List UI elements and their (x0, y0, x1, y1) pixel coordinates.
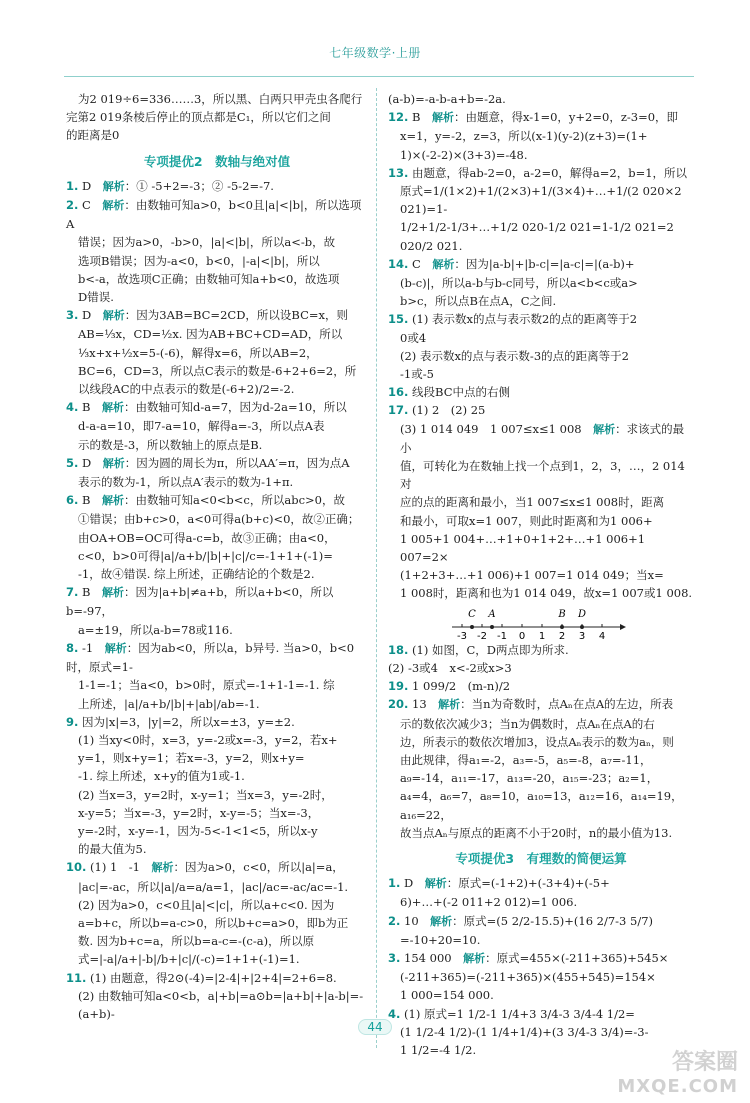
answer-text: (2) 表示数x的点与表示数-3的点的距离等于2 (400, 348, 629, 363)
answer-text: 示的数依次减少3；当n为偶数时，点Aₙ在点A的右 (400, 716, 655, 731)
answer-text: 选项B错误；因为-a<0，b<0，|-a|<|b|，所以 (78, 253, 320, 268)
answer-line (388, 108, 694, 127)
answer-text: (2) 由数轴可知a<0<b，a|+b|=a⊙b=|a+b|+|a-b|=-(a+b)- (78, 988, 364, 1021)
answer-line (388, 968, 694, 986)
answer-text: x=1，y=-2，z=3，所以(x-1)(y-2)(z+3)=(1+ (400, 129, 648, 144)
number-line-tick-label: -2 (477, 630, 487, 641)
answer-line (66, 398, 368, 417)
answer-line (388, 255, 694, 274)
answer-line (66, 288, 368, 306)
analysis-label: 解析 (101, 401, 124, 415)
intro-paragraph (66, 90, 368, 145)
answer-text: (2) 因为a>0，c<0且|a|<|c|，所以a+c<0. 因为 (78, 897, 335, 912)
item-number: 1. (66, 178, 79, 193)
answer-line (66, 233, 368, 251)
answer-text: AB=⅓x，CD=½x. 因为AB+BC+CD=AD，所以 (78, 327, 343, 342)
answer-line (388, 677, 694, 695)
answer-text: D (404, 876, 425, 891)
answer-text: BC=6，CD=3，所以点C表示的数是-6+2+6=2，所 (78, 363, 357, 378)
answer-item (388, 949, 694, 1005)
answer-line (66, 344, 368, 362)
answer-line (388, 874, 694, 893)
answer-text: (1) 表示数x的点与表示数2的点的距离等于2 (412, 312, 638, 327)
answer-line (66, 621, 368, 639)
answer-line (66, 822, 368, 840)
answer-item (66, 491, 368, 583)
answer-text: 1/2+1/2-1/3+…+1/2 020-1/2 021=1-1/2 021=2 020/2 021. (400, 220, 674, 253)
answer-text: -1或-5 (400, 367, 434, 382)
answer-line (388, 329, 694, 347)
item-number: 11. (66, 970, 87, 985)
answer-line (388, 365, 694, 383)
analysis-label: 解析 (101, 586, 124, 600)
item-number: 15. (388, 312, 409, 327)
answer-item (66, 969, 368, 1024)
answer-item (66, 639, 368, 713)
answer-line (388, 751, 694, 769)
answer-line (388, 769, 694, 787)
answer-item (388, 401, 694, 602)
answer-line (66, 840, 368, 858)
item-number: 5. (66, 455, 79, 470)
answer-text: y=-2时，x-y=-1，因为-5<-1<1<5，所以x-y (78, 823, 318, 838)
analysis-label: 解析 (102, 179, 125, 193)
answer-text: B (82, 585, 102, 600)
answer-text: (-211+365)=(-211+365)×(455+545)=154× (400, 970, 656, 985)
answer-text: |ac|=-ac，所以|a|/a=a/a=1，|ac|/ac=-ac/ac=-1. (78, 879, 349, 894)
answer-item (388, 108, 694, 164)
item-number: 10. (66, 860, 87, 875)
answer-text: 线段BC中点的右侧 (412, 385, 510, 400)
answer-line (66, 767, 368, 785)
answer-text: (b-c)|，所以a-b与b-c同号，所以a<b<c或a> (400, 276, 638, 291)
answer-text: a₄=4，a₆=7，a₈=10，a₁₀=13，a₁₂=16，a₁₄=19，a₁₆=22， (400, 789, 683, 822)
answer-line (66, 306, 368, 325)
answer-line (66, 932, 368, 950)
answer-text: 值，可转化为在数轴上找一个点到1，2，3，…，2 014对 (400, 459, 685, 492)
answer-item (66, 398, 368, 454)
answer-line (388, 641, 694, 659)
answer-item (388, 695, 694, 842)
answer-text: =-10+20=10. (400, 932, 481, 947)
answer-item (388, 912, 694, 949)
answer-line (388, 164, 694, 182)
answer-line (388, 659, 694, 677)
item-number: 6. (66, 493, 79, 508)
number-line-tick-label: 2 (558, 630, 566, 641)
answer-text: d-a-a=10，即7-a=10，解得a=-3，所以点A表 (78, 419, 325, 434)
number-line-point (580, 625, 584, 629)
analysis-label: 解析 (424, 877, 447, 891)
answer-line (388, 347, 694, 365)
item-number: 16. (388, 385, 409, 400)
item-number: 4. (66, 400, 79, 415)
answer-item (66, 713, 368, 859)
number-line-tick-label: 0 (518, 630, 526, 641)
answer-text: D错误. (78, 290, 114, 305)
answer-text: (a-b)=-a-b-a+b=-2a. (388, 92, 506, 106)
answer-text: C (82, 198, 103, 213)
answer-line (388, 401, 694, 419)
item-number: 13. (388, 165, 409, 180)
answer-line (388, 733, 694, 751)
answer-text: b<-a，故选项C正确；由数轴可知a+b<0，故选项 (78, 271, 340, 286)
answer-text: 1)×(-2-2)×(3+3)=-48. (400, 147, 528, 162)
answer-item (66, 454, 368, 491)
answer-line (66, 695, 368, 713)
answer-line (388, 512, 694, 530)
answer-line (388, 893, 694, 911)
answer-text: 表示的数为-1，所以点A′表示的数为-1+π. (78, 475, 294, 490)
answer-text: y=1，则x+y=1；若x=-3，y=2，则x+y= (78, 751, 305, 766)
answer-item (66, 583, 368, 639)
analysis-label: 解析 (593, 422, 616, 436)
answer-text: 1-1=-1；当a<0，b>0时，原式=-1+1-1=-1. 综 (78, 678, 335, 693)
answer-item (388, 310, 694, 383)
answer-line (388, 457, 694, 493)
answer-line (66, 583, 368, 620)
item-number: 17. (388, 403, 409, 418)
analysis-label: 解析 (431, 111, 454, 125)
answer-line (66, 804, 368, 822)
number-line-tick-label: 4 (598, 630, 606, 641)
answer-text: (1) 如图，C，D两点即为所求. (412, 642, 569, 657)
answer-text: 以线段AC的中点表示的数是(-6+2)/2=-2. (78, 382, 295, 397)
analysis-label: 解析 (102, 199, 125, 213)
answer-line (388, 310, 694, 328)
intro-line: 完第2 019条棱后停止的顶点都是C₁，所以它们之间 (66, 110, 331, 125)
answer-item (388, 874, 694, 911)
answer-line (66, 417, 368, 435)
watermark-url: MXQE.COM (617, 1076, 738, 1097)
answer-text: (3) 1 014 049 1 007≤x≤1 008 (400, 421, 594, 436)
header-title: 七年级数学·上册 (329, 46, 421, 60)
answer-text: 10 (404, 913, 431, 928)
answer-line (66, 252, 368, 270)
item-number: 1. (388, 876, 401, 891)
answer-item (66, 177, 368, 196)
answer-text: 式=|-a|/a+|-b|/b+|c|/(-c)=1+1+(-1)=1. (78, 952, 300, 967)
answer-line (66, 510, 368, 528)
number-line-point-label: D (577, 608, 587, 620)
answer-text: x-y=5；当x=-3，y=2时，x-y=-5；当x=-3， (78, 805, 320, 820)
answer-item (388, 90, 694, 108)
answer-text: ：原式=455×(-211+365)+545× (485, 950, 669, 965)
analysis-label: 解析 (151, 861, 174, 875)
answer-text: ：因为|a+b|≠a+b，所以a+b<0，所以b=-97， (66, 585, 334, 619)
answer-text: 原式=1/(1×2)+1/(2×3)+1/(3×4)+…+1/(2 020×2 021)=1- (400, 184, 682, 217)
item-number: 19. (388, 679, 409, 694)
item-number: 2. (388, 913, 401, 928)
answer-item (66, 858, 368, 968)
left-column (66, 90, 368, 1023)
answer-text: a=b+c，所以b=a-c>0，所以b+c=a>0，即b为正 (78, 915, 349, 930)
page-number: 44 (358, 1019, 391, 1035)
answer-text: 0或4 (400, 330, 427, 345)
page-footer (0, 1016, 750, 1035)
answer-line (66, 270, 368, 288)
item-number: 2. (66, 198, 79, 213)
answer-line (66, 177, 368, 196)
answer-line (388, 182, 694, 218)
answer-text: (1) 由题意，得2⊙(-4)=|2-4|+|2+4|=2+6=8. (90, 970, 337, 985)
number-line-arrow (620, 624, 626, 630)
page-header (0, 0, 750, 95)
answer-text: 上所述，|a|/a+b/|b|+|ab|/ab=-1. (78, 696, 260, 711)
header-rule (64, 76, 694, 77)
answer-line (388, 218, 694, 254)
answer-line (388, 90, 694, 108)
section-title: 专项提优2 数轴与绝对值 (143, 153, 291, 169)
answer-text: -1. 综上所述，x+y的值为1或-1. (78, 769, 245, 784)
answer-text: (1) 当xy<0时，x=3，y=-2或x=-3，y=2，若x+ (78, 732, 338, 747)
answer-line (388, 530, 694, 566)
item-number: 12. (388, 110, 409, 125)
answer-item (388, 383, 694, 401)
intro-line: 的距离是0 (66, 128, 120, 143)
answer-text: 154 000 (404, 950, 464, 965)
answer-text: 由题意，得ab-2=0，a-2=0，解得a=2，b=1，所以 (412, 165, 688, 180)
item-number: 7. (66, 585, 79, 600)
answer-text: ⅓x+x+½x=5-(-6)，解得x=6，所以AB=2， (78, 345, 318, 360)
section-title: 专项提优3 有理数的简便运算 (455, 850, 627, 866)
answer-text: 13 (412, 697, 439, 712)
answer-text: (1) 2 (2) 25 (412, 403, 486, 418)
answer-text: ：原式=(-1+2)+(-3+4)+(-5+ (446, 876, 610, 891)
answer-line (66, 529, 368, 547)
item-number: 3. (388, 950, 401, 965)
analysis-label: 解析 (102, 456, 125, 470)
answer-text: 1 099/2 (m-n)/2 (412, 679, 511, 694)
answer-item (388, 255, 694, 311)
answer-line (66, 491, 368, 510)
answer-text: ：由数轴可知a>0，b<0且|a|<|b|，所以选项A (66, 198, 362, 232)
answer-text: 和最小，可取x=1 007，则此时距离和为1 006+ (400, 513, 653, 528)
answer-text: (1 1/2-4 1/2)-(1 1/4+1/4)+(3 3/4-3 3/4)=-3- (400, 1024, 649, 1039)
answer-line (388, 127, 694, 145)
answer-text: ：因为ab<0，所以a，b异号. 当a>0，b<0时，原式=1- (66, 640, 355, 675)
answer-item (388, 659, 694, 677)
answer-list (388, 641, 694, 842)
answer-line (388, 383, 694, 401)
answer-text: 1 005+1 004+…+1+0+1+2+…+1 006+1 007=2× (400, 531, 646, 565)
watermark-text: 答案圈 (671, 1050, 738, 1075)
answer-text: 边，所表示的数依次增加3，设点Aₙ表示的数为aₙ，则 (400, 734, 674, 749)
answer-line (66, 878, 368, 896)
answer-text: 1 000=154 000. (400, 988, 494, 1003)
number-line-point (560, 625, 564, 629)
column-divider (376, 88, 377, 1048)
right-column (388, 90, 694, 1059)
answer-text: B (82, 400, 102, 415)
answer-line (388, 824, 694, 842)
answer-text: (1+2+3+…+1 006)+1 007=1 014 049；当x= (400, 568, 664, 583)
number-line-point-label: C (468, 608, 476, 620)
analysis-label: 解析 (430, 914, 453, 928)
answer-text: 由OA+OB=OC可得a-c=b，故③正确；由a<0， (78, 530, 336, 545)
answer-line (66, 749, 368, 767)
answer-line (66, 565, 368, 583)
answer-line (388, 274, 694, 292)
answer-line (388, 695, 694, 714)
number-line-tick-label: -3 (457, 630, 467, 641)
answer-line (66, 676, 368, 694)
answer-list (388, 90, 694, 603)
answer-text: D (82, 455, 103, 470)
answer-line (66, 731, 368, 749)
answer-text: ：由数轴可知a<0<b<c，所以abc>0，故 (123, 493, 345, 508)
answer-text: b>c，所以点B在点A，C之间. (400, 294, 557, 309)
answer-line (388, 949, 694, 968)
number-line-tick-label: 3 (578, 630, 586, 641)
answer-line (388, 715, 694, 733)
answer-text: B (82, 493, 102, 508)
answer-text: 故当点Aₙ与原点的距离不小于20时，n的最小值为13. (400, 825, 673, 840)
answer-line (66, 362, 368, 380)
answer-text: ：因为3AB=BC=2CD，所以设BC=x，则 (124, 308, 348, 323)
number-line-point-label: A (488, 608, 496, 620)
answer-text: (2) -3或4 x<-2或x>3 (388, 660, 512, 675)
answer-line (66, 914, 368, 932)
answer-text: 应的点的距离和最小，当1 007≤x≤1 008时，距离 (400, 495, 665, 510)
answer-line (388, 931, 694, 949)
answer-text: (1) 1 -1 (90, 860, 152, 875)
answer-text: ：因为圆的周长为π，所以AA′=π，因为点A (124, 455, 350, 470)
answer-line (66, 436, 368, 454)
item-number: 9. (66, 714, 79, 729)
answer-item (388, 164, 694, 255)
answer-line (66, 950, 368, 968)
answer-text: ：原式=(5 2/2-15.5)+(16 2/7-3 5/7) (452, 913, 654, 928)
answer-text: 数. 因为b+c=a，所以b=a-c=-(c-a)，所以原 (78, 934, 315, 949)
answer-text: 因为|x|=3，|y|=2，所以x=±3，y=±2. (82, 714, 295, 729)
answer-line (66, 639, 368, 676)
answer-text: a=±19，所以a-b=78或116. (78, 622, 233, 637)
answer-text: ：当n为奇数时，点Aₙ在点A的左边，所表 (460, 697, 674, 712)
answer-line (388, 146, 694, 164)
answer-text: ：因为a>0，c<0，所以|a|=a， (173, 860, 344, 875)
answer-item (388, 677, 694, 695)
answer-text: 的最大值为5. (78, 842, 147, 857)
answer-text: 6)+…+(-2 011+2 012)=1 006. (400, 895, 578, 910)
item-number: 14. (388, 256, 409, 271)
answer-text: D (82, 308, 103, 323)
item-number: 3. (66, 308, 79, 323)
answer-text: ：① -5+2=-3；② -5-2=-7. (124, 178, 274, 193)
answer-line (66, 454, 368, 473)
answer-line (66, 325, 368, 343)
answer-line (66, 196, 368, 233)
number-line-tick-label: 1 (538, 630, 546, 641)
answer-text: 示的数是-3，所以数轴上的原点是B. (78, 437, 263, 452)
answer-item (388, 641, 694, 659)
answer-text: (2) 当x=3，y=2时，x-y=1；当x=3，y=-2时， (78, 787, 333, 802)
answer-text: B (412, 110, 432, 125)
answer-text: C (412, 256, 433, 271)
answer-text: ：求该式的最小 (400, 421, 685, 455)
answer-text: ：由题意，得x-1=0，y+2=0，z-3=0，即 (453, 110, 679, 125)
answer-line (388, 292, 694, 310)
answer-line (388, 420, 694, 457)
answer-text: -1，故④错误. 综上所述，正确结论的个数是2. (78, 567, 315, 582)
answer-text: 1 008时，距离和也为1 014 049，故x=1 007或1 008. (400, 586, 693, 601)
number-line-point (490, 625, 494, 629)
analysis-label: 解析 (438, 698, 461, 712)
answer-item (66, 196, 368, 306)
answer-item (66, 306, 368, 398)
answer-list (66, 177, 368, 1023)
answer-text: c<0，b>0可得|a|/a+b/|b|+|c|/c=-1+1+(-1)= (78, 548, 333, 563)
answer-line (388, 912, 694, 931)
answer-line (388, 566, 694, 584)
answer-line (66, 858, 368, 877)
item-number: 8. (66, 640, 79, 655)
answer-text: D (82, 178, 103, 193)
analysis-label: 解析 (432, 257, 455, 271)
answer-text: 由此规律，得a₁=-2，a₃=-5，a₅=-8，a₇=-11， (400, 752, 652, 767)
answer-line (388, 986, 694, 1004)
answer-line (66, 896, 368, 914)
analysis-label: 解析 (104, 641, 127, 655)
analysis-label: 解析 (463, 951, 486, 965)
answer-line (66, 380, 368, 398)
answer-line (388, 584, 694, 602)
number-line-tick-label: -1 (497, 630, 507, 641)
answer-line (66, 969, 368, 987)
analysis-label: 解析 (101, 494, 124, 508)
item-number: 4. (388, 1006, 401, 1021)
answer-text: 1 1/2=-4 1/2. (400, 1042, 477, 1057)
answer-line (66, 547, 368, 565)
answer-line (66, 786, 368, 804)
intro-line: 为2 019÷6=336……3，所以黑、白两只甲壳虫各爬行 (78, 92, 363, 106)
answer-text: 错误；因为a>0，-b>0，|a|<|b|，所以a<-b，故 (78, 235, 336, 250)
number-line-point-label: B (558, 608, 566, 620)
item-number: 18. (388, 642, 409, 657)
answer-text: ①错误；由b+c>0，a<0可得a(b+c)<0，故②正确； (78, 512, 360, 527)
analysis-label: 解析 (102, 309, 125, 323)
answer-text: (1) 原式=1 1/2-1 1/4+3 3/4-3 3/4-4 1/2= (404, 1006, 635, 1021)
answer-line (388, 787, 694, 823)
answer-line (66, 473, 368, 491)
answer-line (388, 493, 694, 511)
answer-text: ：由数轴可知d-a=7，因为d-2a=10，所以 (123, 400, 347, 415)
answer-text: a₉=-14，a₁₁=-17，a₁₃=-20，a₁₅=-23；a₂=1， (400, 771, 659, 786)
number-line-point (470, 625, 474, 629)
watermark (617, 1051, 738, 1099)
answer-text: -1 (82, 640, 105, 655)
item-number: 20. (388, 697, 409, 712)
number-line-figure (448, 605, 628, 641)
answer-line (66, 713, 368, 731)
answer-text: ：因为|a-b|+|b-c|=|a-c|=|(a-b)+ (454, 256, 635, 271)
